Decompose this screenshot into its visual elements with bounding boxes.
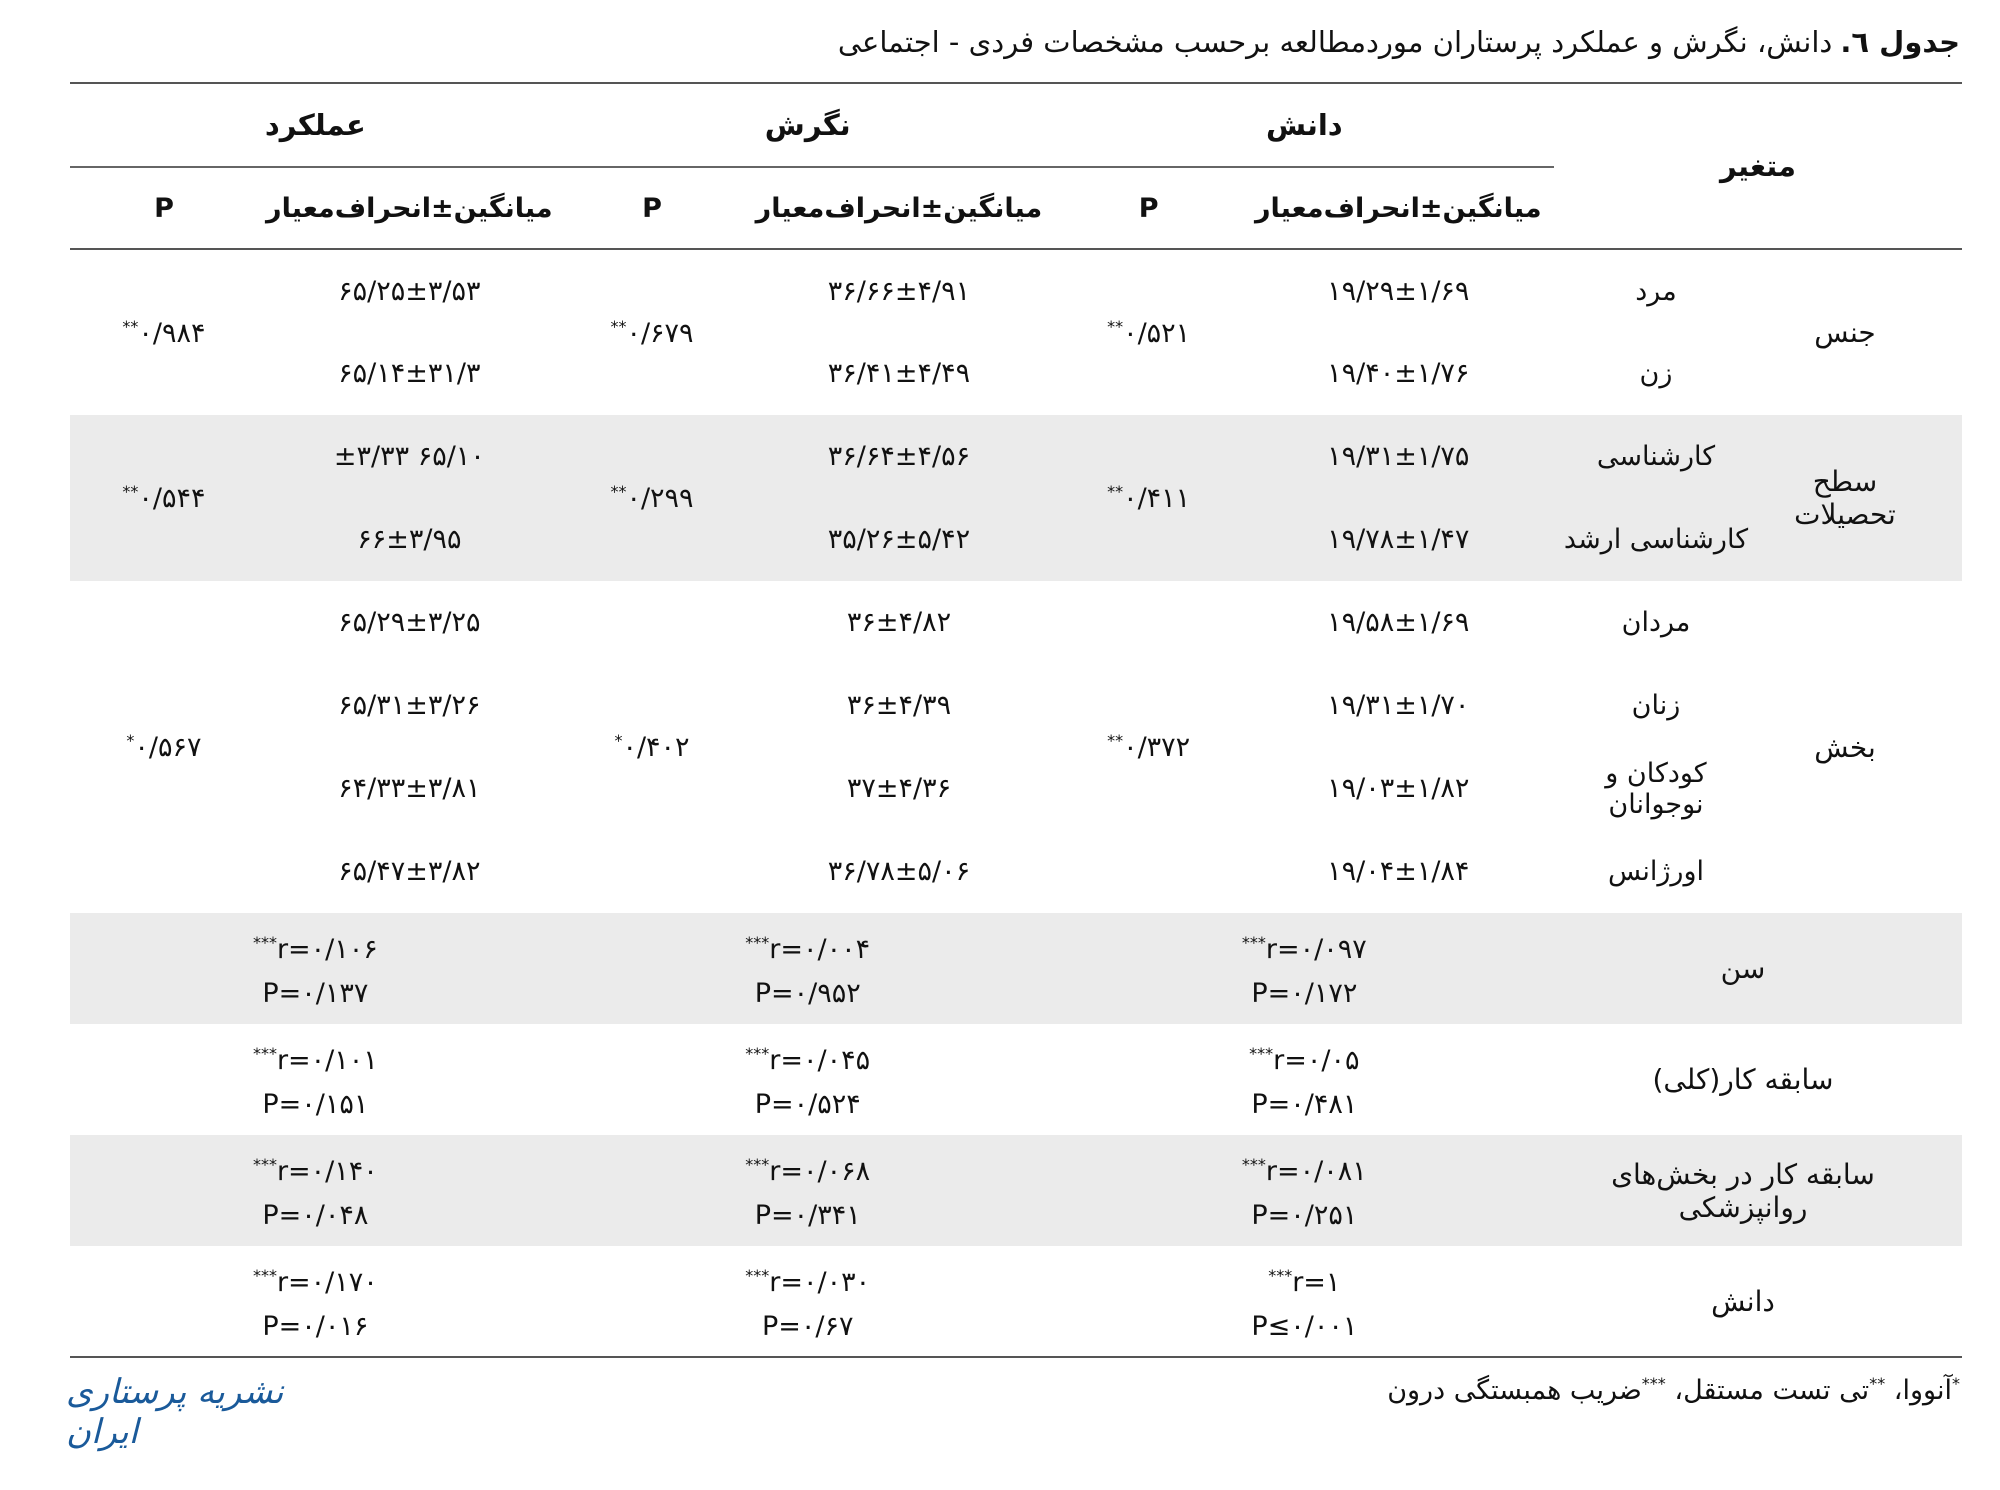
attitude-value: ۳۷±۴/۳۶ <box>846 773 952 804</box>
performance-p-value: ۰/۵۴۴** <box>122 482 206 514</box>
attitude-p-value: ۰/۶۷۹** <box>610 316 694 349</box>
attitude-value: ۳۵/۲۶±۵/۴۲ <box>827 524 971 555</box>
table-row <box>70 1246 1962 1357</box>
knowledge-correlation: r=۱*** P≤۰/۰۰۱ <box>1055 1246 1554 1357</box>
attitude-p-header: P <box>561 167 744 249</box>
table-footnote: *آنووا، **تی تست مستقل، ***ضریب همبستگی درون <box>1387 1374 1960 1406</box>
attitude-value: ۳۶±۴/۳۹ <box>846 690 952 721</box>
level-label: مرد <box>1635 275 1677 307</box>
table-row <box>70 913 1962 1024</box>
table-row <box>70 1024 1962 1135</box>
attitude-correlation: r=۰/۰۴۵*** P=۰/۵۲۴ <box>745 1044 871 1120</box>
performance-value: ۶۵/۳۱±۳/۲۶ <box>338 690 481 721</box>
performance-p-header: P <box>70 167 258 249</box>
knowledge-value: ۱۹/۲۹±۱/۶۹ <box>1327 275 1470 307</box>
knowledge-correlation: r=۰/۰۹۷*** P=۰/۱۷۲ <box>1241 933 1367 1009</box>
table-row <box>70 1135 1962 1246</box>
attitude-correlation: r=۰/۰۶۸*** P=۰/۳۴۱ <box>745 1155 871 1231</box>
performance-mean-header: میانگین±انحراف‌معیار <box>258 167 561 249</box>
attitude-correlation: r=۰/۰۳۰*** P=۰/۶۷ <box>561 1246 1055 1357</box>
level-label: اورژانس <box>1607 856 1705 887</box>
attitude-header: نگرش <box>561 83 1055 167</box>
table-row <box>70 332 1962 415</box>
performance-value: ۶۵/۲۵±۳/۵۳ <box>338 275 481 307</box>
attitude-value: ۳۶/۶۴±۴/۵۶ <box>827 441 971 472</box>
knowledge-p-value: ۰/۳۷۲** <box>1107 731 1191 763</box>
table-caption <box>660 18 1960 66</box>
level-label: مردان <box>1621 607 1691 638</box>
knowledge-value: ۱۹/۰۳±۱/۸۲ <box>1327 773 1470 804</box>
knowledge-value: ۱۹/۷۸±۱/۴۷ <box>1327 524 1470 555</box>
attitude-correlation: r=۰/۰۰۴*** P=۰/۹۵۲ <box>745 933 871 1009</box>
table-row <box>70 830 1962 913</box>
level-label: زن <box>1639 358 1673 389</box>
performance-correlation: r=۰/۱۷۰*** P=۰/۰۱۶ <box>70 1246 561 1357</box>
performance-value: ۶۵/۴۷±۳/۸۲ <box>338 856 481 887</box>
performance-value: ۶۴/۳۳±۳/۸۱ <box>338 773 481 804</box>
knowledge-value: ۱۹/۳۱±۱/۷۵ <box>1327 441 1470 472</box>
performance-value: ۶۵/۲۹±۳/۲۵ <box>338 607 481 638</box>
variable-age: سن <box>1720 952 1766 985</box>
performance-header: عملکرد <box>70 83 561 167</box>
knowledge-value: ۱۹/۰۴±۱/۸۴ <box>1327 856 1470 887</box>
attitude-value: ۳۶/۴۱±۴/۴۹ <box>827 358 971 389</box>
category-education: سطح تحصیلات <box>1794 465 1896 531</box>
performance-p-value: ۰/۵۶۷* <box>126 731 202 763</box>
knowledge-value: ۱۹/۵۸±۱/۶۹ <box>1327 607 1470 638</box>
attitude-value: ۳۶/۶۶±۴/۹۱ <box>827 275 971 307</box>
knowledge-correlation: r=۰/۰۵*** P=۰/۴۸۱ <box>1249 1044 1360 1120</box>
knowledge-p-value: ۰/۴۱۱** <box>1107 482 1191 514</box>
table-row <box>70 249 1962 332</box>
table-row <box>70 747 1962 830</box>
attitude-value: ۳۶±۴/۸۲ <box>846 607 952 638</box>
attitude-p-value: ۰/۴۰۲* <box>614 731 690 763</box>
attitude-p-value: ۰/۲۹۹** <box>610 482 694 514</box>
category-gender: جنس <box>1814 316 1876 349</box>
performance-value: ۶۵/۱۰ ±۳/۳۳ <box>333 441 485 472</box>
knowledge-value: ۱۹/۳۱±۱/۷۰ <box>1327 690 1470 721</box>
level-label: کودکان و نوجوانان <box>1605 757 1707 820</box>
table-row <box>70 498 1962 581</box>
performance-p-value: ۰/۹۸۴** <box>122 316 206 349</box>
knowledge-p-header: P <box>1055 167 1243 249</box>
table-row <box>70 664 1962 747</box>
knowledge-p-value: ۰/۵۲۱** <box>1107 316 1191 349</box>
performance-value: ۶۵/۱۴±۳۱/۳ <box>338 358 481 389</box>
attitude-mean-header: میانگین±انحراف‌معیار <box>743 167 1054 249</box>
level-label: زنان <box>1631 690 1681 721</box>
knowledge-value: ۱۹/۴۰±۱/۷۶ <box>1327 358 1470 389</box>
knowledge-header: دانش <box>1055 83 1554 167</box>
attitude-value: ۳۶/۷۸±۵/۰۶ <box>827 856 971 887</box>
table-row <box>70 415 1962 498</box>
performance-value: ۶۶±۳/۹۵ <box>357 524 462 555</box>
journal-logo: نشریه پرستاری ایران <box>66 1372 284 1452</box>
category-ward: بخش <box>1814 730 1876 764</box>
variable-knowledge: دانش <box>1554 1246 1962 1357</box>
variable-header: متغیر <box>1554 83 1962 249</box>
variable-psychiatric-experience: سابقه کار در بخش‌های روانپزشکی <box>1611 1157 1875 1224</box>
performance-correlation: r=۰/۱۰۱*** P=۰/۱۵۱ <box>252 1044 378 1120</box>
variable-total-experience: سابقه کار(کلی) <box>1652 1063 1834 1096</box>
level-label: کارشناسی <box>1596 441 1716 472</box>
performance-correlation: r=۰/۱۰۶*** P=۰/۱۳۷ <box>252 933 378 1009</box>
level-label: کارشناسی ارشد <box>1563 524 1749 555</box>
results-table <box>70 82 1962 1358</box>
caption-label: جدول ٦. <box>1840 25 1960 59</box>
caption-text: دانش، نگرش و عملکرد پرستاران موردمطالعه برحسب مشخصات فردی - اجتماعی <box>837 25 1833 59</box>
table-row <box>70 581 1962 664</box>
knowledge-correlation: r=۰/۰۸۱*** P=۰/۲۵۱ <box>1241 1155 1367 1231</box>
knowledge-mean-header: میانگین±انحراف‌معیار <box>1243 167 1554 249</box>
performance-correlation: r=۰/۱۴۰*** P=۰/۰۴۸ <box>252 1155 378 1231</box>
header-row-groups <box>70 83 1962 167</box>
